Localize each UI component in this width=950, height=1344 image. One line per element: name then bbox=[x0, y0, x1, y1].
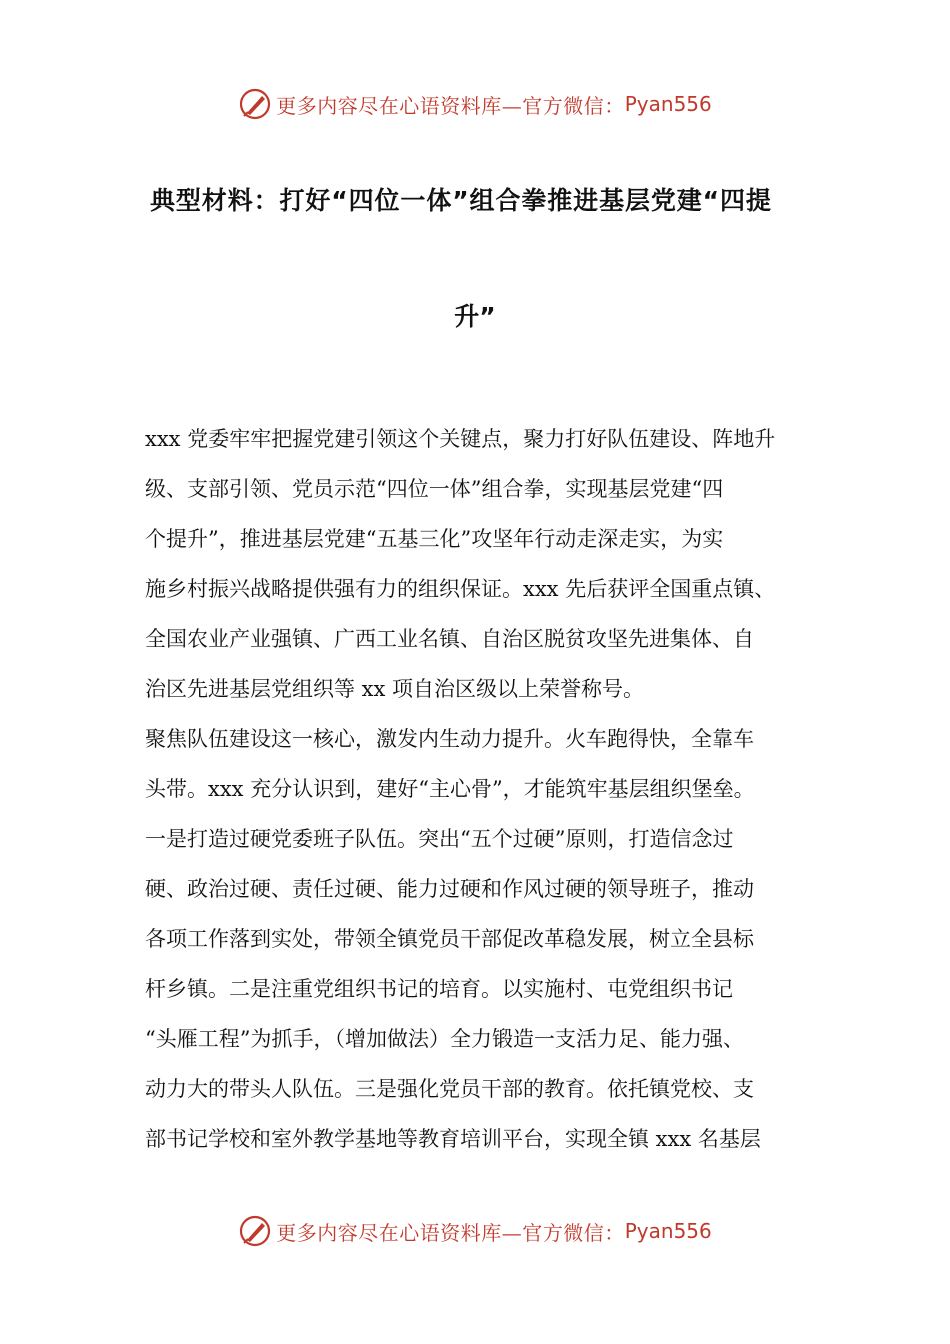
body-text-line: 级、支部引领、党员示范“四位一体”组合拳，实现基层党建“四 bbox=[145, 477, 724, 501]
quill-pen-logo-icon bbox=[238, 1214, 272, 1248]
body-text-line: 杆乡镇。二是注重党组织书记的培育。以实施村、屯党组织书记 bbox=[145, 977, 733, 1001]
quill-pen-logo-icon bbox=[238, 87, 272, 121]
footer-slogan: 更多内容尽在心语资料库—官方微信： bbox=[276, 1220, 625, 1245]
body-text-line: 治区先进基层党组织等 xx 项自治区级以上荣誉称号。 bbox=[145, 677, 645, 701]
footer-banner bbox=[0, 1211, 950, 1251]
body-text-line: 个提升”，推进基层党建“五基三化”攻坚年行动走深走实，为实 bbox=[145, 527, 724, 551]
header-banner bbox=[0, 84, 950, 124]
body-text-line: 各项工作落到实处，带领全镇党员干部促改革稳发展，树立全县标 bbox=[145, 927, 754, 951]
document-title-line-1: 典型材料：打好“四位一体”组合拳推进基层党建“四提 bbox=[150, 186, 772, 215]
body-text-line: 全国农业产业强镇、广西工业名镇、自治区脱贫攻坚先进集体、自 bbox=[145, 627, 754, 651]
body-text-line: 部书记学校和室外教学基地等教育培训平台，实现全镇 xxx 名基层 bbox=[145, 1127, 761, 1151]
header-wechat-id: Pyan556 bbox=[624, 92, 712, 116]
header-slogan: 更多内容尽在心语资料库—官方微信： bbox=[276, 93, 625, 118]
footer-wechat-id: Pyan556 bbox=[624, 1219, 712, 1243]
body-text-line: 一是打造过硬党委班子队伍。突出“五个过硬”原则，打造信念过 bbox=[145, 827, 734, 851]
body-text-line: 硬、政治过硬、责任过硬、能力过硬和作风过硬的领导班子，推动 bbox=[145, 877, 754, 901]
body-text-line: 聚焦队伍建设这一核心，激发内生动力提升。火车跑得快，全靠车 bbox=[145, 727, 754, 751]
document-body bbox=[145, 414, 825, 1164]
body-text-line: “头雁工程”为抓手，（增加做法）全力锻造一支活力足、能力强、 bbox=[145, 1027, 744, 1051]
body-text-line: xxx 党委牢牢把握党建引领这个关键点，聚力打好队伍建设、阵地升 bbox=[145, 427, 776, 451]
body-text-line: 头带。xxx 充分认识到，建好“主心骨”，才能筑牢基层组织堡垒。 bbox=[145, 777, 755, 801]
body-text-line: 施乡村振兴战略提供强有力的组织保证。xxx 先后获评全国重点镇、 bbox=[145, 577, 776, 601]
body-text-line: 动力大的带头人队伍。三是强化党员干部的教育。依托镇党校、支 bbox=[145, 1077, 754, 1101]
document-title-line-2: 升” bbox=[454, 302, 496, 331]
